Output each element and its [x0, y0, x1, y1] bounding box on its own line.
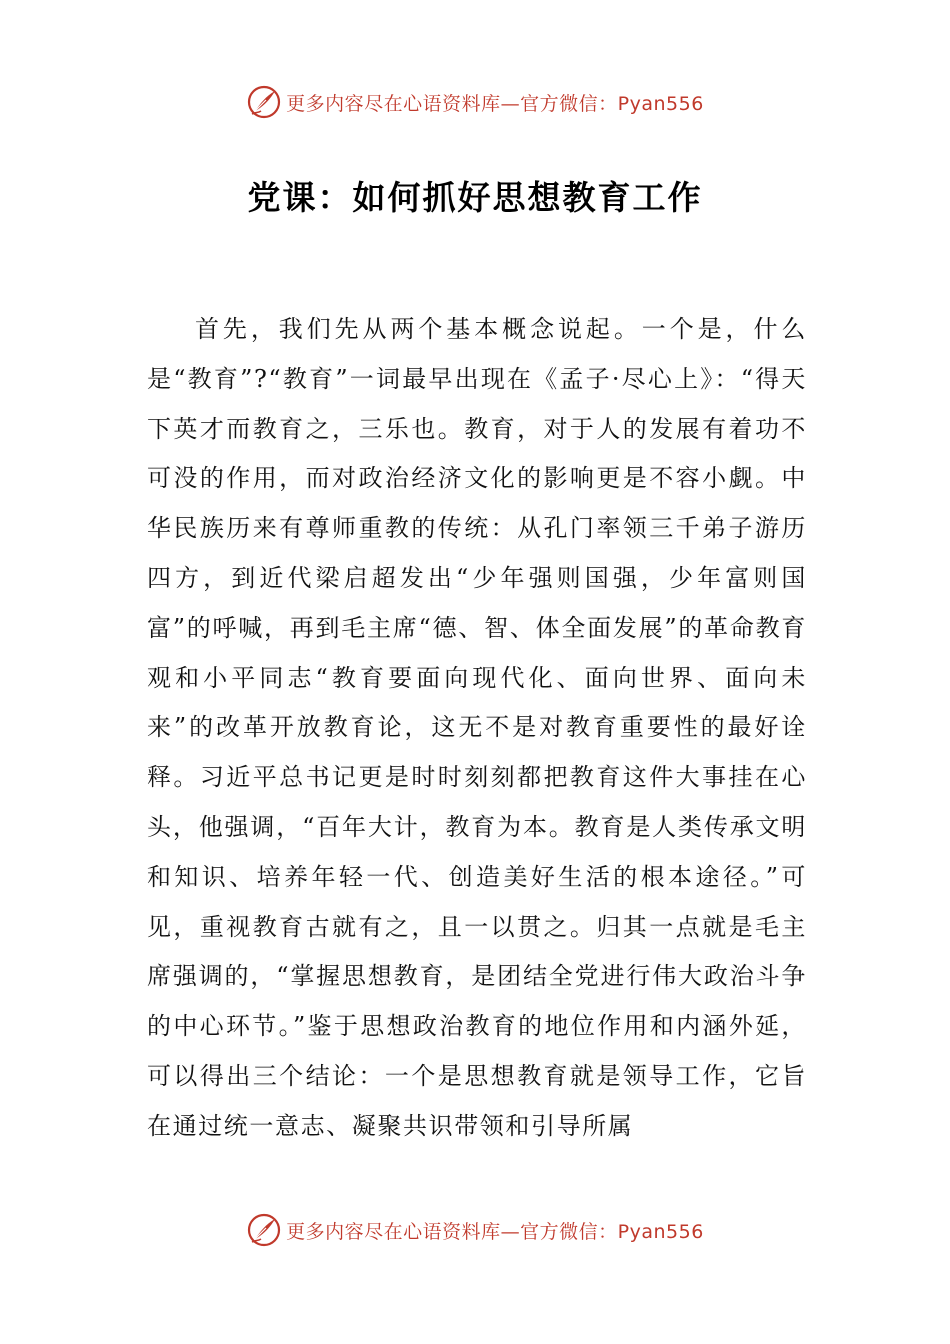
body-paragraph: 首先，我们先从两个基本概念说起。一个是，什么是“教育”?“教育”一词最早出现在《孟子·尽心上》：“得天下英才而教育之，三乐也。教育，对于人的发展有着功不可没的作用，而对政治经济文化的影响更是不容小觑。中华民族历来有尊师重教的传统：从孔门率领三千弟子游历四方，到近代梁启超发出“少年强则国强，少年富则国富”的呼喊，再到毛主席“德、智、体全面发展”的革命教育观和小平同志“教育要面向现代化、面向世界、面向未来”的改革开放教育论，这无不是对教育重要性的最好诠释。习近平总书记更是时时刻刻都把教育这件大事挂在心头，他强调，“百年大计，教育为本。教育是人类传承文明和知识、培养年轻一代、创造美好生活的根本途径。”可见，重视教育古就有之，且一以贯之。归其一点就是毛主席强调的，“掌握思想教育，是团结全党进行伟大政治斗争的中心环节。”鉴于思想政治教育的地位作用和内涵外延，可以得出三个结论：一个是思想教育就是领导工作，它旨在通过统一意志、凝聚共识带领和引导所属 — [147, 315, 807, 1140]
watermark-label: 更多内容尽在心语资料库—官方微信： — [286, 1220, 618, 1243]
quill-logo-icon — [246, 84, 282, 120]
watermark-wechat-id: Pyan556 — [617, 92, 704, 115]
document-title: 党课：如何抓好思想教育工作 — [247, 178, 703, 217]
watermark-text — [286, 1217, 704, 1244]
footer-watermark — [0, 1210, 950, 1250]
header-watermark — [0, 82, 950, 122]
watermark-wechat-id: Pyan556 — [617, 1220, 704, 1243]
watermark-text — [286, 89, 704, 116]
watermark-label: 更多内容尽在心语资料库—官方微信： — [286, 92, 618, 115]
quill-logo-icon — [246, 1212, 282, 1248]
